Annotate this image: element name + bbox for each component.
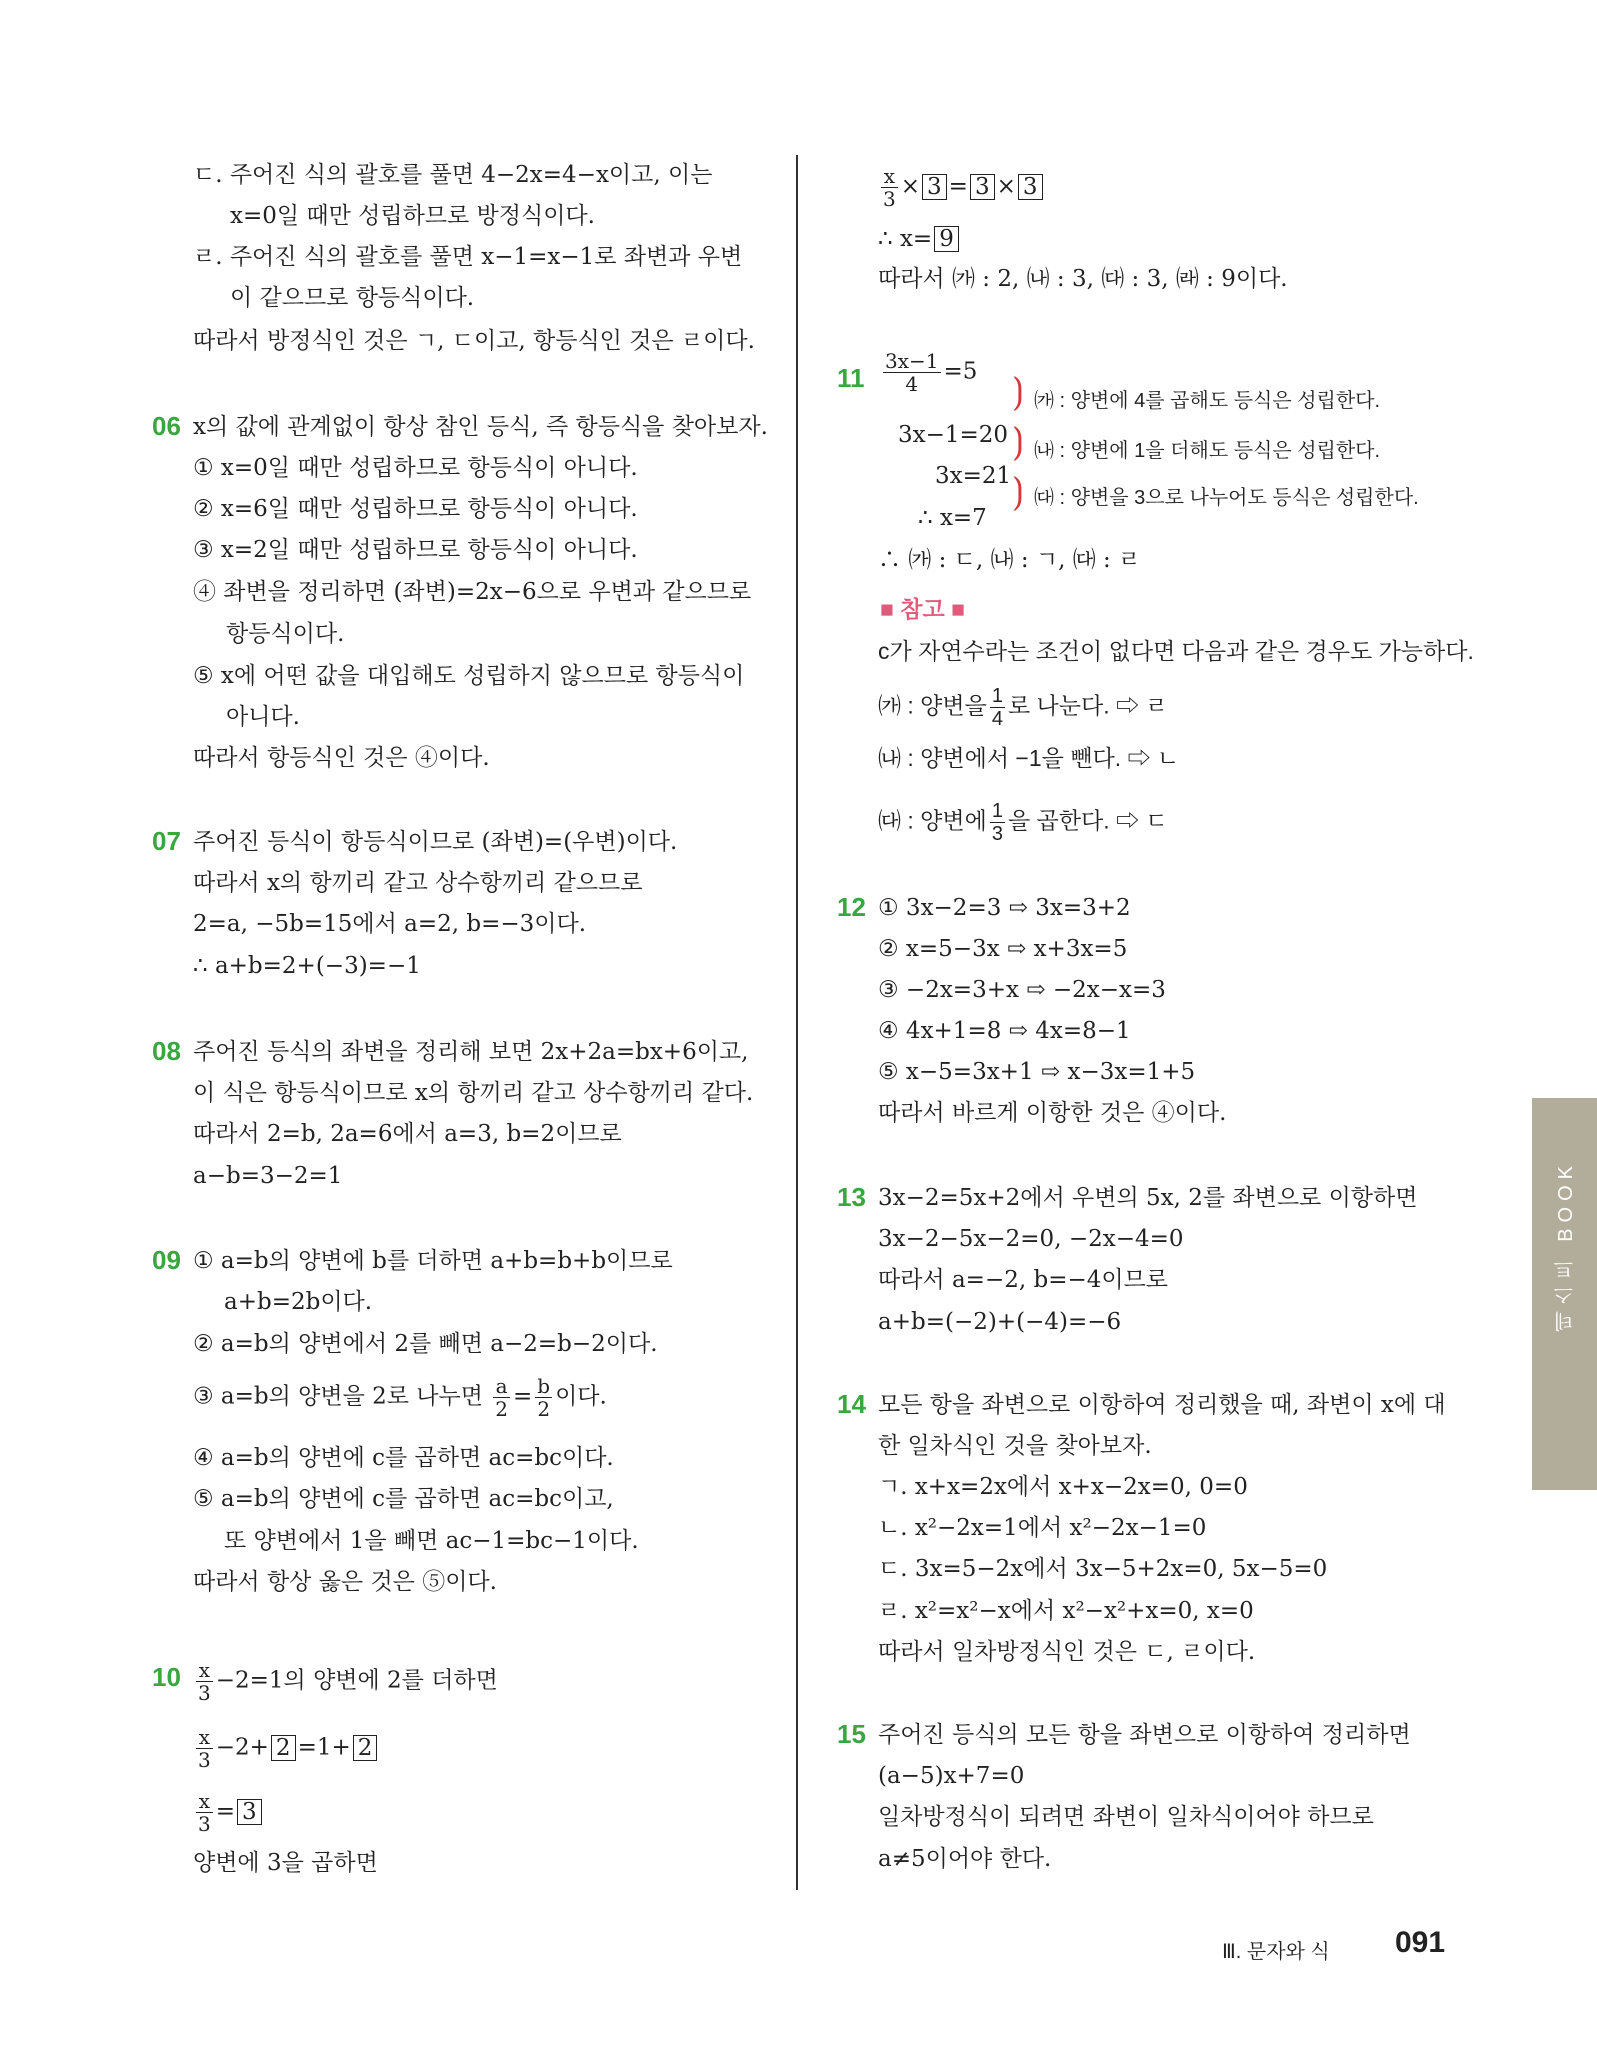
text-line: a≠5이어야 한다. (878, 1846, 1052, 1872)
text-line: ㄴ. x²−2x=1에서 x²−2x−1=0 (878, 1515, 1207, 1541)
text-line: ∴ ㈎ : ㄷ, ㈏ : ㄱ, ㈐ : ㄹ (878, 547, 1141, 573)
text-line: 한 일차식인 것을 찾아보자. (878, 1433, 1152, 1459)
text-segment: =1+ (297, 1734, 351, 1761)
text-line: 따라서 x의 항끼리 같고 상수항끼리 같으므로 (193, 870, 643, 896)
reference-heading: ■ 참고 ■ (880, 596, 966, 622)
text-line: ⑤ a=b의 양변에 c를 곱하면 ac=bc이고, (193, 1486, 614, 1512)
text-line: 3x−2−5x−2=0, −2x−4=0 (878, 1226, 1184, 1252)
fraction (535, 1375, 552, 1420)
text-line: 따라서 2=b, 2a=6에서 a=3, b=2이므로 (193, 1121, 622, 1147)
denominator: 2 (495, 1397, 508, 1421)
step-note: ㈏ : 양변에 1을 더해도 등식은 성립한다. (1034, 440, 1381, 462)
text-line: x=0일 때만 성립하므로 방정식이다. (230, 203, 595, 229)
equation-line: 3x−1=20 (898, 422, 1009, 448)
text-line: ㄹ. x²=x²−x에서 x²−x²+x=0, x=0 (878, 1598, 1254, 1624)
text-line: 이 같으므로 항등식이다. (230, 285, 475, 311)
text-line: a+b=2b이다. (224, 1289, 373, 1315)
text-line: ② x=6일 때만 성립하므로 항등식이 아니다. (193, 496, 638, 522)
text-line: ③ −2x=3+x ⇨ −2x−x=3 (878, 977, 1166, 1003)
text-line: 3x−2=5x+2에서 우변의 5x, 2를 좌변으로 이항하면 (878, 1185, 1418, 1211)
text-line: ③ x=2일 때만 성립하므로 항등식이 아니다. (193, 537, 638, 563)
text-segment: 이다. (555, 1383, 607, 1410)
text-line: ② a=b의 양변에서 2를 빼면 a−2=b−2이다. (193, 1331, 658, 1357)
question-number-15: 15 (837, 1719, 866, 1749)
bracket-arrow: ⟯ (1012, 471, 1024, 512)
text-segment: ∴ x= (878, 226, 933, 252)
text-line: ② x=5−3x ⇨ x+3x=5 (878, 936, 1128, 962)
text-line: 2=a, −5b=15에서 a=2, b=−3이다. (193, 911, 587, 937)
numerator: 3x−1 (885, 349, 939, 373)
answer-box: 3 (237, 1799, 262, 1825)
text-segment: =5 (943, 358, 978, 385)
side-tab-label: 테스트 BOOK (1555, 1160, 1577, 1332)
question-number-11: 11 (837, 363, 865, 393)
question-number-09: 09 (152, 1245, 181, 1275)
text-line: 따라서 바르게 이항한 것은 ④이다. (878, 1100, 1227, 1126)
text-line: 주어진 등식이 항등식이므로 (좌변)=(우변)이다. (193, 829, 678, 855)
denominator: 4 (991, 708, 1003, 730)
text-segment: −2+ (215, 1734, 269, 1761)
times: × (996, 173, 1016, 200)
question-number-13: 13 (837, 1182, 866, 1212)
denominator: 3 (198, 1748, 211, 1772)
column-divider (796, 155, 798, 1890)
text-line-fraction (193, 1790, 264, 1835)
question-number-10: 10 (152, 1662, 181, 1692)
denominator: 2 (537, 1397, 551, 1421)
numerator: a (493, 1375, 510, 1398)
fraction (196, 1659, 213, 1704)
question-number-07: 07 (152, 826, 181, 856)
bracket-arrow: ⟯ (1012, 421, 1024, 462)
text-line: ① 3x−2=3 ⇨ 3x=3+2 (878, 895, 1131, 921)
text-line: c가 자연수라는 조건이 없다면 다음과 같은 경우도 가능하다. (878, 638, 1474, 664)
denominator: 3 (198, 1681, 211, 1705)
bracket-arrow: ⟯ (1012, 371, 1024, 412)
text-line: a−b=3−2=1 (193, 1163, 343, 1189)
answer-box: 2 (353, 1735, 378, 1761)
numerator: x (196, 1790, 213, 1813)
denominator: 3 (991, 823, 1003, 845)
times: × (900, 173, 921, 200)
text-line-fraction (878, 685, 1168, 730)
text-line: 아니다. (226, 704, 300, 730)
footer-section: Ⅲ. 문자와 식 (1222, 1941, 1330, 1963)
text-line: 따라서 ㈎ : 2, ㈏ : 3, ㈐ : 3, ㈑ : 9이다. (878, 266, 1288, 292)
text-line: 또 양변에서 1을 빼면 ac−1=bc−1이다. (224, 1528, 639, 1554)
text-line: a+b=(−2)+(−4)=−6 (878, 1309, 1122, 1335)
answer-box: 9 (934, 226, 959, 252)
equals: = (948, 173, 968, 200)
equation-line: ∴ x=7 (918, 505, 987, 531)
numerator: 1 (991, 685, 1003, 707)
text-line: ∴ a+b=2+(−3)=−1 (193, 953, 421, 979)
equation-line (880, 350, 977, 395)
text-line: ㈏ : 양변에서 −1을 뺀다. ⇨ ㄴ (878, 745, 1180, 771)
text-segment: ㈎ : 양변을 (878, 692, 987, 719)
answer-box: 3 (970, 174, 995, 200)
equation-line: 3x=21 (935, 463, 1012, 489)
text-segment: ③ a=b의 양변을 2로 나누면 (193, 1383, 483, 1410)
numerator: x (196, 1659, 213, 1682)
answer-box: 2 (271, 1735, 296, 1761)
fraction (493, 1375, 510, 1420)
text-line: 양변에 3을 곱하면 (193, 1850, 378, 1876)
text-segment: 로 나눈다. ⇨ ㄹ (1007, 692, 1168, 719)
text-line: ⑤ x−5=3x+1 ⇨ x−3x=1+5 (878, 1059, 1196, 1085)
fraction (196, 1726, 213, 1771)
question-number-12: 12 (837, 892, 866, 922)
text-segment: ㈐ : 양변에 (878, 807, 987, 834)
text-segment: −2=1의 양변에 2를 더하면 (215, 1667, 498, 1694)
step-note: ㈐ : 양변을 3으로 나누어도 등식은 성립한다. (1034, 487, 1419, 509)
numerator: x (196, 1726, 213, 1749)
text-line: 따라서 항등식인 것은 ④이다. (193, 745, 490, 771)
text-line: ㄱ. x+x=2x에서 x+x−2x=0, 0=0 (878, 1474, 1248, 1500)
text-line: 따라서 일차방정식인 것은 ㄷ, ㄹ이다. (878, 1639, 1256, 1665)
text-line: ㄷ. 3x=5−2x에서 3x−5+2x=0, 5x−5=0 (878, 1556, 1328, 1582)
text-line: (a−5)x+7=0 (878, 1763, 1025, 1789)
text-line: 주어진 등식의 좌변을 정리해 보면 2x+2a=bx+6이고, (193, 1039, 749, 1065)
text-line-fraction (878, 165, 1045, 210)
text-line-fraction (193, 1659, 498, 1704)
text-line: ① a=b의 양변에 b를 더하면 a+b=b+b이므로 (193, 1248, 673, 1274)
fraction (990, 685, 1005, 730)
numerator: b (537, 1374, 551, 1398)
denominator: 4 (905, 372, 919, 396)
text-line: x의 값에 관계없이 항상 참인 등식, 즉 항등식을 찾아보자. (193, 414, 768, 440)
text-line-fraction (193, 1726, 379, 1771)
text-line: 따라서 a=−2, b=−4이므로 (878, 1267, 1169, 1293)
text-line-fraction (193, 1375, 607, 1420)
text-line: ④ a=b의 양변에 c를 곱하면 ac=bc이다. (193, 1445, 614, 1471)
text-segment: 을 곱한다. ⇨ ㄷ (1007, 807, 1168, 834)
text-line: ① x=0일 때만 성립하므로 항등식이 아니다. (193, 455, 638, 481)
text-line: 일차방정식이 되려면 좌변이 일차식이어야 하므로 (878, 1804, 1374, 1830)
step-note: ㈎ : 양변에 4를 곱해도 등식은 성립한다. (1034, 390, 1381, 412)
page-number: 091 (1395, 1926, 1446, 1959)
text-line: 따라서 항상 옳은 것은 ⑤이다. (193, 1569, 497, 1595)
equals: = (513, 1383, 533, 1410)
text-line: ④ 4x+1=8 ⇨ 4x=8−1 (878, 1018, 1131, 1044)
equals: = (215, 1798, 236, 1825)
fraction (990, 800, 1005, 845)
text-line: 항등식이다. (226, 621, 345, 647)
text-line: ④ 좌변을 정리하면 (좌변)=2x−6으로 우변과 같으므로 (193, 579, 752, 605)
text-line: 이 식은 항등식이므로 x의 항끼리 같고 상수항끼리 같다. (193, 1080, 754, 1106)
fraction (196, 1790, 213, 1835)
text-line-box (878, 224, 961, 254)
text-line: ⑤ x에 어떤 값을 대입해도 성립하지 않으므로 항등식이 (193, 663, 745, 689)
fraction (883, 350, 941, 395)
text-line: 주어진 등식의 모든 항을 좌변으로 이항하여 정리하면 (878, 1722, 1411, 1748)
answer-box: 3 (1018, 174, 1043, 200)
question-number-14: 14 (837, 1389, 866, 1419)
question-number-08: 08 (152, 1036, 181, 1066)
fraction (881, 165, 898, 210)
text-line: 따라서 방정식인 것은 ㄱ, ㄷ이고, 항등식인 것은 ㄹ이다. (193, 328, 755, 354)
question-number-06: 06 (152, 411, 181, 441)
numerator: 1 (991, 800, 1003, 822)
text-line: ㄹ. 주어진 식의 괄호를 풀면 x−1=x−1로 좌변과 우변 (193, 244, 743, 270)
text-line: 모든 항을 좌변으로 이항하여 정리했을 때, 좌변이 x에 대 (878, 1392, 1446, 1418)
numerator: x (881, 165, 898, 188)
denominator: 3 (883, 187, 896, 211)
text-line: ㄷ. 주어진 식의 괄호를 풀면 4−2x=4−x이고, 이는 (193, 162, 713, 188)
answer-box: 3 (922, 174, 947, 200)
denominator: 3 (198, 1812, 211, 1836)
text-line-fraction (878, 800, 1168, 845)
